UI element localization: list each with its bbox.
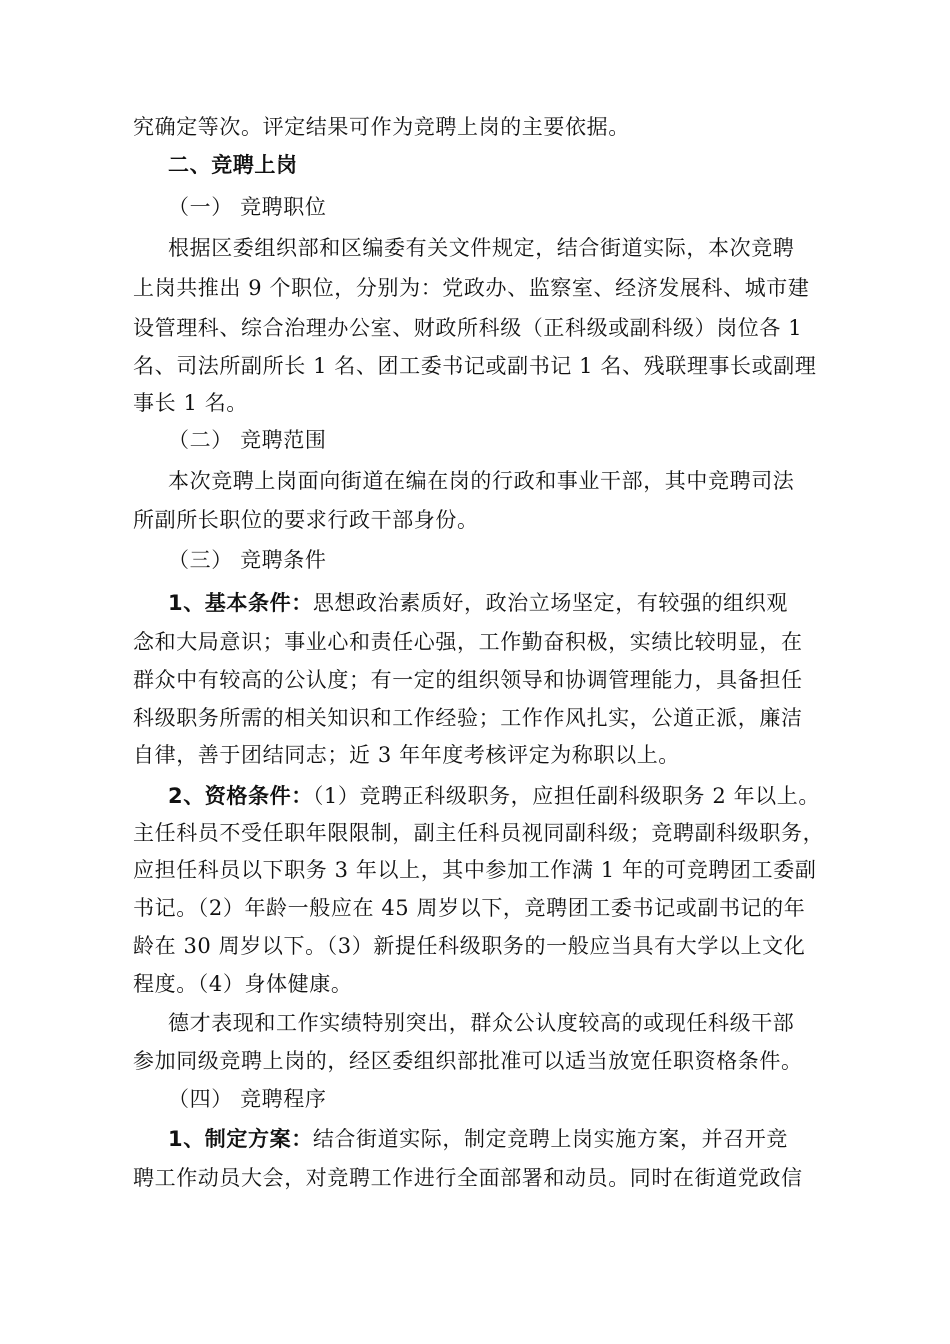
text-line: 自律，善于团结同志；近 3 年年度考核评定为称职以上。	[133, 743, 680, 767]
text-line: 聘工作动员大会，对竞聘工作进行全面部署和动员。同时在街道党政信	[133, 1166, 803, 1190]
text-line: 设管理科、综合治理办公室、财政所科级（正科级或副科级）岗位各 1	[133, 316, 803, 340]
text-line: 本次竞聘上岗面向街道在编在岗的行政和事业干部，其中竞聘司法	[168, 469, 795, 493]
step-text: 结合街道实际，制定竞聘上岗实施方案，并召开竞	[312, 1127, 789, 1151]
text-line: 群众中有较高的公认度；有一定的组织领导和协调管理能力，具备担任	[133, 668, 803, 692]
text-line: 程度。（4）身体健康。	[133, 972, 353, 996]
text-line: 参加同级竞聘上岗的，经区委组织部批准可以适当放宽任职资格条件。	[133, 1049, 803, 1073]
text-line: 龄在 30 周岁以下。（3）新提任科级职务的一般应当具有大学以上文化	[133, 934, 806, 958]
text-line: 科级职务所需的相关知识和工作经验；工作作风扎实，公道正派，廉洁	[133, 706, 803, 730]
text-line: 主任科员不受任职年限限制，副主任科员视同副科级；竞聘副科级职务，	[133, 821, 825, 845]
condition-label: 2、资格条件：	[168, 784, 313, 808]
text-line: 上岗共推出 9 个职位，分别为：党政办、监察室、经济发展科、城市建	[133, 276, 810, 300]
subsection-heading: （二） 竞聘范围	[168, 428, 327, 452]
subsection-heading: （三） 竞聘条件	[168, 548, 327, 572]
text-line: 书记。（2）年龄一般应在 45 周岁以下，竞聘团工委书记或副书记的年	[133, 896, 806, 920]
subsection-heading: （四） 竞聘程序	[168, 1087, 327, 1111]
condition-label: 1、基本条件：	[168, 591, 313, 615]
text-line: 念和大局意识；事业心和责任心强，工作勤奋积极，实绩比较明显，在	[133, 630, 803, 654]
text-line: 应担任科员以下职务 3 年以上，其中参加工作满 1 年的可竞聘团工委副	[133, 858, 817, 882]
text-line	[168, 1124, 868, 1154]
text-line: 名、司法所副所长 1 名、团工委书记或副书记 1 名、残联理事长或副理	[133, 354, 817, 378]
text-line: 德才表现和工作实绩特别突出，群众公认度较高的或现任科级干部	[168, 1011, 795, 1035]
subsection-heading: （一） 竞聘职位	[168, 195, 327, 219]
text-line: 事长 1 名。	[133, 391, 248, 415]
text-line: 根据区委组织部和区编委有关文件规定，结合街道实际，本次竞聘	[168, 236, 795, 260]
step-label: 1、制定方案：	[168, 1127, 313, 1151]
condition-text: 思想政治素质好，政治立场坚定，有较强的组织观	[312, 591, 789, 615]
text-line	[168, 781, 868, 811]
section-heading: 二、竞聘上岗	[168, 153, 298, 177]
text-line	[168, 588, 868, 618]
text-line: 所副所长职位的要求行政干部身份。	[133, 508, 479, 532]
condition-text: （1）竞聘正科级职务，应担任副科级职务 2 年以上。	[312, 784, 820, 808]
text-line: 究确定等次。评定结果可作为竞聘上岗的主要依据。	[133, 115, 630, 139]
